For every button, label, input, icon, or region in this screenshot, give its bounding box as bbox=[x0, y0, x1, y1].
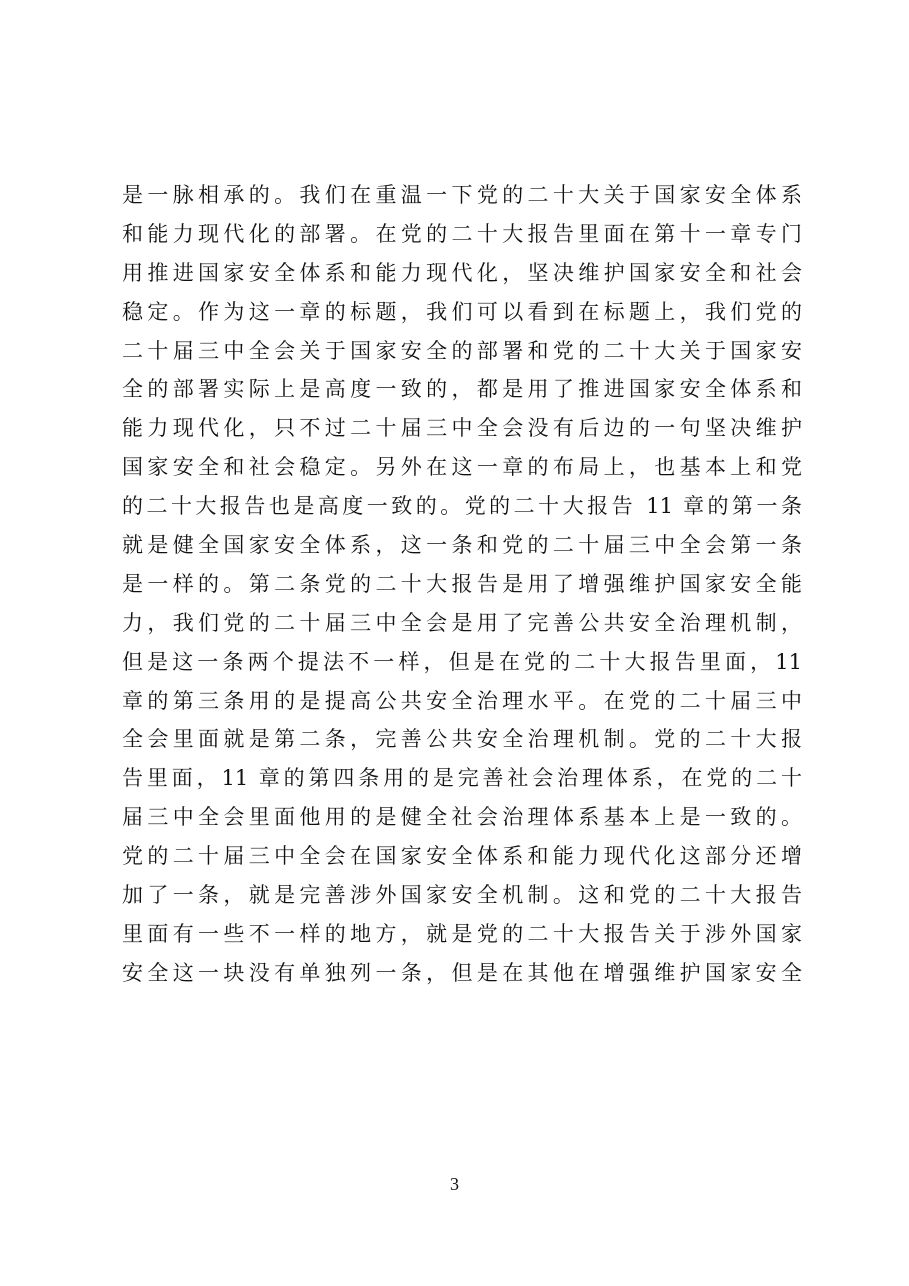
text-line: 章的第三条用的是提高公共安全治理水平。在党的二十届三中 bbox=[122, 688, 802, 713]
text-line: 用推进国家安全体系和能力现代化，坚决维护国家安全和社会 bbox=[122, 260, 802, 285]
text-line: 全会里面就是第二条，完善公共安全治理机制。党的二十大报 bbox=[122, 727, 802, 752]
text-line: 全的部署实际上是高度一致的，都是用了推进国家安全体系和 bbox=[122, 377, 802, 402]
text-line: 就是健全国家安全体系，这一条和党的二十届三中全会第一条 bbox=[122, 533, 802, 558]
text-line: 能力现代化，只不过二十届三中全会没有后边的一句坚决维护 bbox=[122, 416, 802, 441]
text-line: 告里面，11 章的第四条用的是完善社会治理体系，在党的二十 bbox=[122, 766, 802, 791]
text-line: 是一脉相承的。我们在重温一下党的二十大关于国家安全体系 bbox=[122, 183, 802, 207]
text-line: 稳定。作为这一章的标题，我们可以看到在标题上，我们党的 bbox=[122, 299, 802, 324]
page-number: 3 bbox=[450, 1174, 459, 1194]
text-line: 届三中全会里面他用的是健全社会治理体系基本上是一致的。 bbox=[122, 805, 802, 830]
text-line: 里面有一些不一样的地方，就是党的二十大报告关于涉外国家 bbox=[122, 921, 802, 946]
body-text bbox=[122, 176, 802, 993]
text-line: 二十届三中全会关于国家安全的部署和党的二十大关于国家安 bbox=[122, 338, 802, 363]
text-line: 是一样的。第二条党的二十大报告是用了增强维护国家安全能 bbox=[122, 571, 802, 596]
text-line: 安全这一块没有单独列一条，但是在其他在增强维护国家安全 bbox=[122, 960, 802, 985]
text-line: 党的二十届三中全会在国家安全体系和能力现代化这部分还增 bbox=[122, 844, 802, 869]
text-line: 力，我们党的二十届三中全会是用了完善公共安全治理机制， bbox=[122, 610, 802, 635]
text-line: 但是这一条两个提法不一样，但是在党的二十大报告里面，11 bbox=[122, 649, 802, 674]
text-line: 的二十大报告也是高度一致的。党的二十大报告 11 章的第一条 bbox=[122, 494, 802, 519]
text-line: 国家安全和社会稳定。另外在这一章的布局上，也基本上和党 bbox=[122, 455, 802, 480]
text-line: 加了一条，就是完善涉外国家安全机制。这和党的二十大报告 bbox=[122, 883, 802, 908]
text-line: 和能力现代化的部署。在党的二十大报告里面在第十一章专门 bbox=[122, 221, 802, 246]
